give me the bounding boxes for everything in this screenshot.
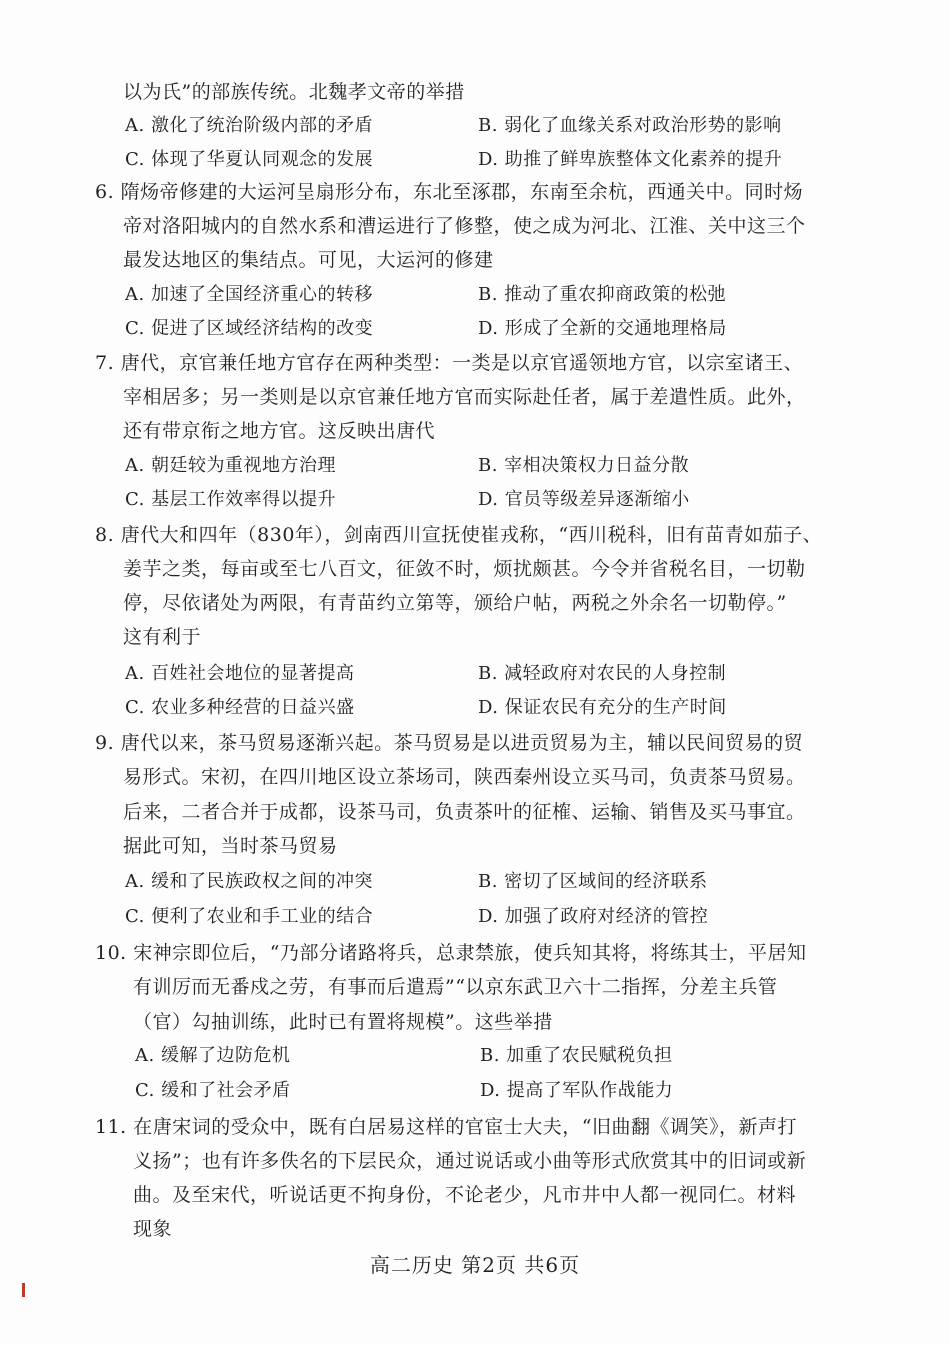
q7-line-3: 还有带京衔之地方官。这反映出唐代 bbox=[123, 420, 436, 442]
q5-continuation: 以为氏”的部族传统。北魏孝文帝的举措 bbox=[123, 81, 465, 103]
q10-line-1: 10. 宋神宗即位后，“乃部分诸路将兵，总隶禁旅，使兵知其将，将练其士，平居知 bbox=[95, 942, 807, 964]
q6-option-c: C. 促进了区域经济结构的改变 bbox=[125, 318, 374, 339]
q10-line-2: 有训厉而无番戍之劳，有事而后遣焉”“以京东武卫六十二指挥，分差主兵管 bbox=[133, 976, 778, 998]
q5-option-d: D. 助推了鲜卑族整体文化素养的提升 bbox=[478, 149, 783, 170]
q7-option-a: A. 朝廷较为重视地方治理 bbox=[125, 455, 336, 476]
page-footer: 高二历史 第2页 共6页 bbox=[369, 1253, 581, 1277]
q10-option-c: C. 缓和了社会矛盾 bbox=[135, 1080, 291, 1101]
q9-line-4: 据此可知，当时茶马贸易 bbox=[123, 835, 338, 857]
q10-option-b: B. 加重了农民赋税负担 bbox=[480, 1045, 673, 1066]
q11-line-3: 曲。及至宋代，听说话更不拘身份，不论老少，凡市井中人都一视同仁。材料 bbox=[133, 1184, 797, 1206]
q6-line-2: 帝对洛阳城内的自然水系和漕运进行了修整，使之成为河北、江淮、关中这三个 bbox=[123, 215, 806, 237]
q6-option-b: B. 推动了重农抑商政策的松弛 bbox=[478, 284, 727, 305]
q5-option-a: A. 激化了统治阶级内部的矛盾 bbox=[125, 115, 373, 136]
q8-option-c: C. 农业多种经营的日益兴盛 bbox=[125, 697, 355, 718]
q8-option-a: A. 百姓社会地位的显著提高 bbox=[125, 663, 355, 684]
q7-line-1: 7. 唐代，京官兼任地方官存在两种类型：一类是以京官遥领地方官，以宗室诸王、 bbox=[95, 352, 804, 374]
q5-option-b: B. 弱化了血缘关系对政治形势的影响 bbox=[478, 115, 782, 136]
q6-option-d: D. 形成了全新的交通地理格局 bbox=[478, 318, 727, 339]
q6-line-3: 最发达地区的集结点。可见，大运河的修建 bbox=[123, 249, 494, 271]
q7-option-d: D. 官员等级差异逐渐缩小 bbox=[478, 489, 690, 510]
scan-mark bbox=[22, 1283, 25, 1297]
q11-line-4: 现象 bbox=[133, 1218, 173, 1240]
q9-option-c: C. 便利了农业和手工业的结合 bbox=[125, 906, 374, 927]
q8-line-4: 这有利于 bbox=[123, 626, 202, 648]
q8-line-1: 8. 唐代大和四年（830年），剑南西川宣抚使崔戎称，“西川税科，旧有苗青如茄子、 bbox=[95, 524, 823, 546]
q10-option-d: D. 提高了军队作战能力 bbox=[480, 1080, 674, 1101]
q8-option-b: B. 减轻政府对农民的人身控制 bbox=[478, 663, 727, 684]
q8-line-3: 停，尽依诸处为两限，有青苗约立第等，颁给户帖，两税之外余名一切勒停。” bbox=[123, 592, 787, 614]
q10-option-a: A. 缓解了边防危机 bbox=[135, 1045, 291, 1066]
q9-option-b: B. 密切了区域间的经济联系 bbox=[478, 871, 708, 892]
q9-line-1: 9. 唐代以来，茶马贸易逐渐兴起。茶马贸易是以进贡贸易为主，辅以民间贸易的贸 bbox=[95, 732, 804, 754]
q9-line-2: 易形式。宋初，在四川地区设立茶场司，陕西秦州设立买马司，负责茶马贸易。 bbox=[123, 766, 806, 788]
q9-line-3: 后来，二者合并于成都，设茶马司，负责茶叶的征榷、运输、销售及买马事宜。 bbox=[123, 801, 806, 823]
q8-line-2: 姜芋之类，每亩或至七八百文，征敛不时，烦扰颇甚。今令并省税名目，一切勒 bbox=[123, 558, 806, 580]
q11-line-2: 义扬”；也有许多佚名的下层民众，通过说话或小曲等形式欣赏其中的旧词或新 bbox=[133, 1150, 807, 1172]
q7-option-b: B. 宰相决策权力日益分散 bbox=[478, 455, 690, 476]
q6-line-1: 6. 隋炀帝修建的大运河呈扇形分布，东北至涿郡，东南至余杭，西通关中。同时炀 bbox=[95, 181, 804, 203]
q9-option-d: D. 加强了政府对经济的管控 bbox=[478, 906, 709, 927]
q7-option-c: C. 基层工作效率得以提升 bbox=[125, 489, 337, 510]
q11-line-1: 11. 在唐宋词的受众中，既有白居易这样的官宦士大夫，“旧曲翻《调笑》，新声打 bbox=[95, 1116, 797, 1138]
q7-line-2: 宰相居多；另一类则是以京官兼任地方官而实际赴任者，属于差遣性质。此外， bbox=[123, 386, 806, 408]
q5-option-c: C. 体现了华夏认同观念的发展 bbox=[125, 149, 374, 170]
q6-option-a: A. 加速了全国经济重心的转移 bbox=[125, 284, 373, 305]
q10-line-3: （官）勾抽训练，此时已有置将规模”。这些举措 bbox=[133, 1011, 553, 1033]
q8-option-d: D. 保证农民有充分的生产时间 bbox=[478, 697, 727, 718]
q9-option-a: A. 缓和了民族政权之间的冲突 bbox=[125, 871, 373, 892]
